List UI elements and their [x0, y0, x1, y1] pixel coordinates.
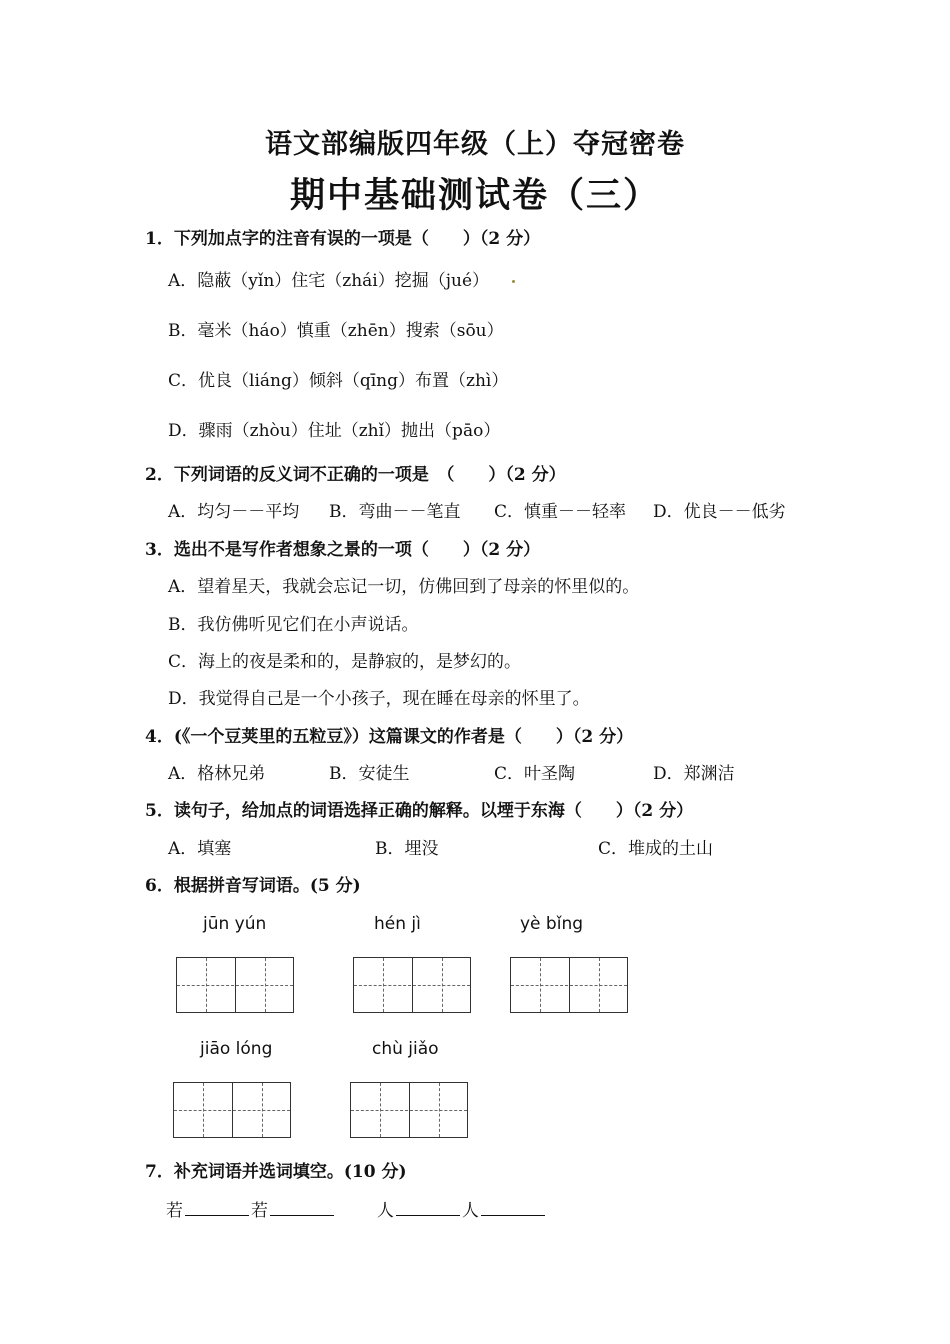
writing-grid[interactable] — [510, 957, 628, 1013]
q1-stem: 1．下列加点字的注音有误的一项是（ ）（2 分） — [145, 229, 541, 249]
q2-option-c: C．慎重－－轻率 — [494, 502, 627, 522]
q1-option-a: A．隐蔽（yǐn）住宅（zhái）挖掘（jué） — [168, 271, 490, 291]
writing-grid[interactable] — [353, 957, 471, 1013]
q5-option-a: A．填塞 — [168, 839, 232, 859]
idiom-char: 人 — [376, 1201, 394, 1221]
pinyin-label: jūn yún — [203, 914, 267, 934]
q4-option-a: A．格林兄弟 — [168, 764, 266, 784]
exam-series-title: 语文部编版四年级（上）夺冠密卷 — [265, 129, 685, 160]
q4-option-d: D．郑渊洁 — [653, 764, 735, 784]
idiom-char: 若 — [166, 1201, 183, 1221]
idiom-char: 若 — [251, 1201, 268, 1221]
q3-option-b: B．我仿佛听见它们在小声说话。 — [168, 615, 419, 635]
writing-grid[interactable] — [176, 957, 294, 1013]
q5-stem: 5．读句子，给加点的词语选择正确的解释。以堙于东海（ ）（2 分） — [145, 801, 694, 821]
q5-option-b: B．埋没 — [375, 839, 439, 859]
q3-option-c: C．海上的夜是柔和的，是静寂的，是梦幻的。 — [168, 652, 522, 672]
pinyin-label: chù jiǎo — [372, 1039, 439, 1059]
q3-stem: 3．选出不是写作者想象之景的一项（ ）（2 分） — [145, 540, 541, 560]
q2-stem: 2．下列词语的反义词不正确的一项是 （ ）（2 分） — [145, 465, 566, 485]
idiom-char: 人 — [461, 1201, 479, 1221]
exam-title: 期中基础测试卷（三） — [289, 175, 660, 216]
fill-blank[interactable] — [270, 1201, 334, 1216]
stray-dot — [512, 280, 515, 283]
q2-option-a: A．均匀－－平均 — [168, 502, 300, 522]
q1-option-b: B．毫米（háo）慎重（zhēn）搜索（sōu） — [168, 321, 504, 341]
writing-grid[interactable] — [350, 1082, 468, 1138]
q1-option-d: D．骤雨（zhòu）住址（zhǐ）抛出（pāo） — [168, 421, 501, 441]
pinyin-label: hén jì — [374, 914, 421, 934]
q4-stem: 4．(《一个豆荚里的五粒豆》）这篇课文的作者是（ ）（2 分） — [145, 727, 634, 747]
writing-grid[interactable] — [173, 1082, 291, 1138]
fill-blank[interactable] — [396, 1201, 460, 1216]
idiom-blank-row — [166, 1196, 547, 1221]
q2-option-b: B．弯曲－－笔直 — [329, 502, 461, 522]
pinyin-label: jiāo lóng — [200, 1039, 273, 1059]
q4-option-b: B．安徒生 — [329, 764, 410, 784]
q4-option-c: C．叶圣陶 — [494, 764, 576, 784]
pinyin-label: yè bǐng — [520, 914, 584, 934]
q3-option-a: A．望着星天，我就会忘记一切，仿佛回到了母亲的怀里似的。 — [168, 577, 640, 597]
q5-option-c: C．堆成的土山 — [598, 839, 714, 859]
fill-blank[interactable] — [185, 1201, 249, 1216]
fill-blank[interactable] — [481, 1201, 545, 1216]
q2-option-d: D．优良－－低劣 — [653, 502, 786, 522]
q1-option-c: C．优良（liáng）倾斜（qīng）布置（zhì） — [168, 371, 509, 391]
q3-option-d: D．我觉得自己是一个小孩子，现在睡在母亲的怀里了。 — [168, 689, 590, 709]
q7-stem: 7．补充词语并选词填空。(10 分) — [145, 1162, 407, 1182]
q6-stem: 6．根据拼音写词语。(5 分) — [145, 876, 361, 896]
